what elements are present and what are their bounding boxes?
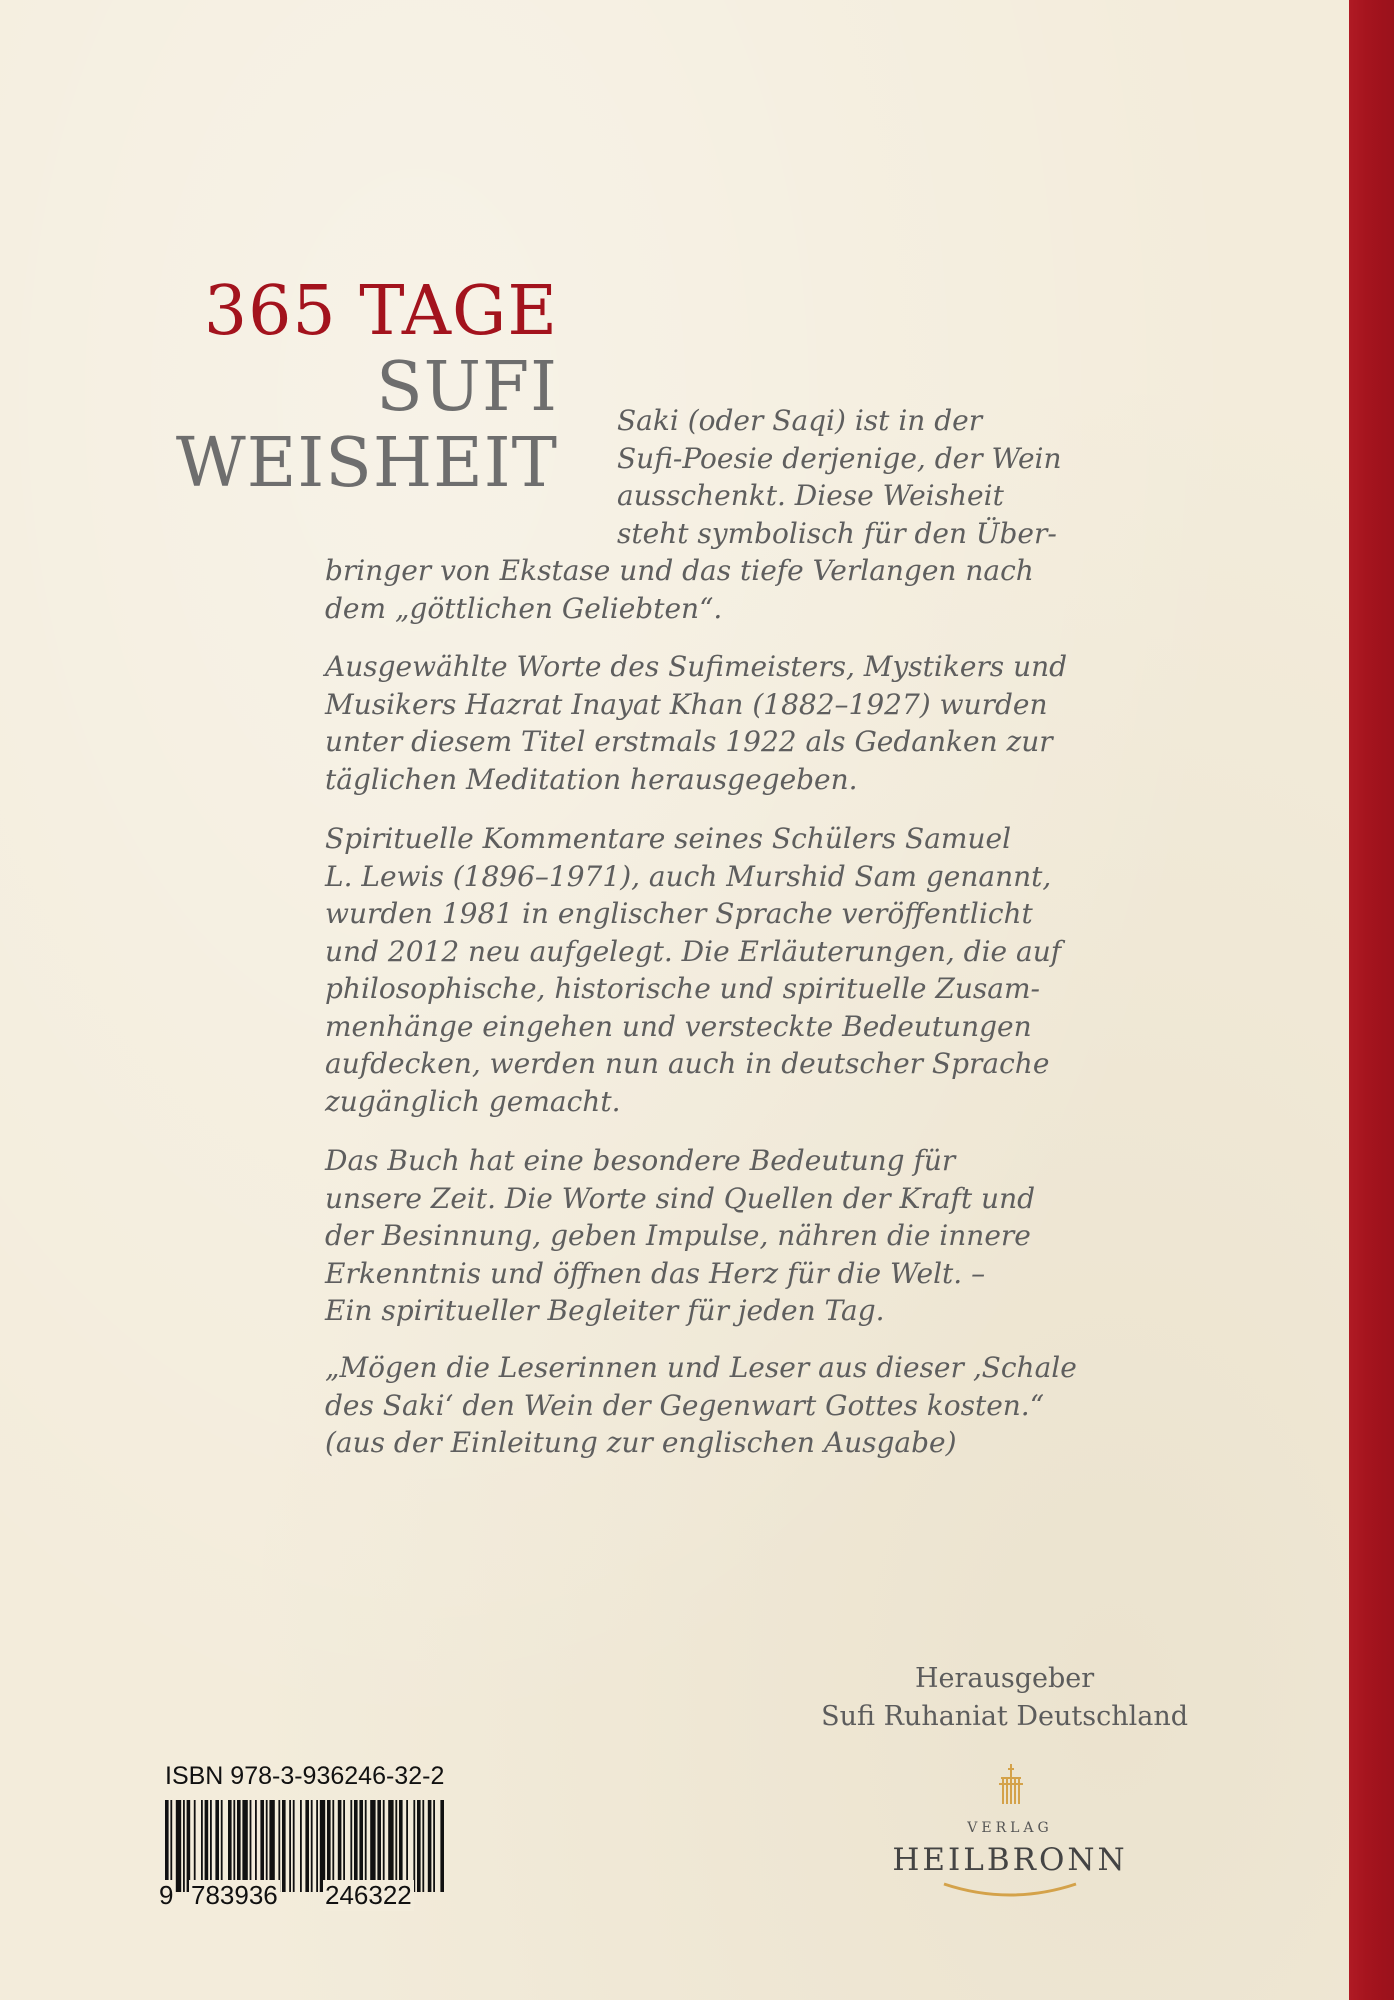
swoosh-icon	[940, 1880, 1080, 1900]
barcode-bar	[383, 1800, 385, 1892]
red-spine-band	[1349, 0, 1394, 2000]
barcode-bar	[428, 1800, 432, 1892]
barcode-bar	[221, 1800, 223, 1892]
barcode-icon	[163, 1800, 445, 1892]
publisher-name: Sufi Ruhaniat Deutschland	[821, 1701, 1188, 1732]
text-line: ausschenkt. Diese Weisheit	[617, 479, 1004, 512]
barcode-bar	[377, 1800, 381, 1892]
barcode-bar	[187, 1800, 191, 1892]
title-line-weisheit: WEISHEIT	[175, 424, 558, 503]
logo-verlag-text: VERLAG	[967, 1820, 1053, 1836]
barcode-bar	[237, 1800, 241, 1892]
candelabra-icon	[997, 1764, 1025, 1804]
text-line: Das Buch hat eine besondere Bedeutung für	[325, 1144, 956, 1177]
barcode-bar	[320, 1800, 325, 1892]
paragraph-bedeutung	[325, 1142, 1035, 1330]
text-line: Saki (oder Saqi) ist in der	[617, 404, 983, 437]
barcode-bar	[194, 1800, 196, 1892]
text-line: L. Lewis (1896–1971), auch Murshid Sam genannt,	[325, 859, 1052, 893]
title-line-365-tage: 365 TAGE	[203, 272, 558, 351]
text-line: Musikers Hazrat Inayat Khan (1882–1927) wurden	[325, 687, 1048, 721]
isbn-label: ISBN 978-3-936246-32-2	[165, 1762, 445, 1790]
text-line: des Saki‘ den Wein der Gegenwart Gottes kosten.“	[325, 1388, 1045, 1422]
barcode-bar	[311, 1800, 313, 1892]
text-line: (aus der Einleitung zur englischen Ausgabe)	[325, 1426, 957, 1459]
text-line: „Mögen die Leserinnen und Leser aus dieser ‚Schale	[325, 1351, 1077, 1384]
intro-paragraph-continued	[325, 552, 1034, 627]
paragraph-inayat-khan	[325, 648, 1067, 798]
barcode-digits	[159, 1880, 445, 1912]
text-line: aufdecken, werden nun auch in deutscher Sprache	[325, 1047, 1050, 1080]
barcode-bar	[201, 1800, 203, 1892]
logo-heilbronn-text: HEILBRONN	[892, 1842, 1128, 1878]
barcode-bar	[255, 1800, 257, 1892]
barcode-bar	[205, 1800, 209, 1892]
text-line: unter diesem Titel erstmals 1922 als Gedanken zur	[325, 725, 1053, 758]
barcode-digit-first: 9	[159, 1880, 174, 1910]
barcode-bar	[289, 1800, 291, 1892]
verlag-heilbronn-logo	[880, 1760, 1140, 1910]
barcode-bar	[300, 1800, 302, 1892]
barcode-bar	[165, 1800, 169, 1892]
barcode-bar	[395, 1800, 397, 1892]
barcode-bar	[338, 1800, 342, 1892]
barcode-bar	[388, 1800, 393, 1892]
barcode-bar	[278, 1800, 280, 1892]
text-line: wurden 1981 in englischer Sprache veröffentlicht	[325, 897, 1033, 930]
barcode-bar	[343, 1800, 345, 1892]
barcode-bar	[359, 1800, 363, 1892]
barcode-bar	[233, 1800, 235, 1892]
barcode-bar	[250, 1800, 252, 1892]
text-line: bringer von Ekstase und das tiefe Verlangen nach	[325, 554, 1034, 587]
barcode-bar	[266, 1800, 268, 1892]
barcode-bar	[242, 1800, 247, 1892]
text-line: menhänge eingehen und versteckte Bedeutungen	[325, 1009, 1032, 1043]
barcode-bar	[305, 1800, 309, 1892]
text-line: täglichen Meditation herausgegeben.	[325, 762, 858, 796]
publisher-block	[821, 1660, 1188, 1736]
text-line: Sufi-Poesie derjenige, der Wein	[617, 441, 1062, 475]
text-line: steht symbolisch für den Über-	[617, 516, 1057, 550]
text-line: und 2012 neu aufgelegt. Die Erläuterungen, die auf	[325, 934, 1062, 968]
text-line: unsere Zeit. Die Worte sind Quellen der Kraft und	[325, 1181, 1036, 1215]
text-line: Ein spiritueller Begleiter für jeden Tag.	[325, 1294, 885, 1327]
text-line: der Besinnung, geben Impulse, nähren die innere	[325, 1219, 1031, 1252]
barcode-bar	[433, 1800, 435, 1892]
barcode-bar	[327, 1800, 331, 1892]
text-line: philosophische, historische und spirituelle Zusam-	[325, 972, 1040, 1005]
text-line: zugänglich gemacht.	[325, 1084, 621, 1118]
barcode-bar	[210, 1800, 212, 1892]
text-line: Ausgewählte Worte des Sufimeisters, Mystikers und	[325, 650, 1068, 683]
barcode-bar	[176, 1800, 181, 1892]
barcode-bar	[350, 1800, 352, 1892]
barcode-bar	[228, 1800, 232, 1892]
text-line: Erkenntnis und öffnen das Herz für die Welt. –	[325, 1256, 986, 1290]
barcode-bar	[370, 1800, 375, 1892]
barcode-digits-left: 783936	[191, 1880, 278, 1910]
barcode-bar	[422, 1800, 424, 1892]
publisher-label: Herausgeber	[914, 1663, 1095, 1694]
barcode-digits-right: 246322	[325, 1880, 412, 1910]
barcode-bar	[332, 1800, 334, 1892]
barcode-bar	[170, 1800, 172, 1892]
intro-paragraph-indented	[617, 402, 1062, 552]
barcode-bar	[417, 1800, 421, 1892]
barcode-bar	[413, 1800, 415, 1892]
barcode-bar	[316, 1800, 318, 1892]
text-line: Spirituelle Kommentare seines Schülers Samuel	[325, 822, 1012, 855]
barcode-bar	[365, 1800, 367, 1892]
paragraph-quote	[325, 1349, 1077, 1462]
barcode-bar	[269, 1800, 274, 1892]
paragraph-samuel-lewis	[325, 820, 1061, 1120]
barcode-bar	[440, 1800, 444, 1892]
barcode-bar	[399, 1800, 403, 1892]
title-line-sufi: SUFI	[376, 348, 558, 427]
barcode-bar	[282, 1800, 286, 1892]
barcode-bar	[406, 1800, 408, 1892]
barcode-bar	[260, 1800, 264, 1892]
barcode-bar	[215, 1800, 219, 1892]
text-line: dem „göttlichen Geliebten“.	[325, 591, 723, 625]
barcode-bar	[354, 1800, 358, 1892]
barcode-bar	[183, 1800, 185, 1892]
barcode-bar	[293, 1800, 295, 1892]
